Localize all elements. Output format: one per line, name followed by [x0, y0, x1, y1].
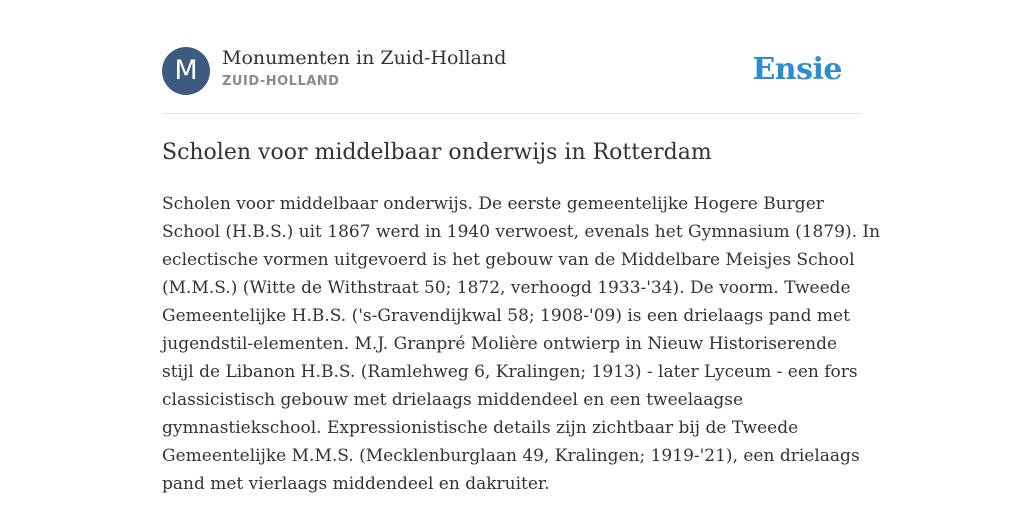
article-body — [162, 190, 881, 498]
body-line: gymnastiekschool. Expressionistische details zijn zichtbaar bij de Tweede — [162, 418, 799, 438]
body-line: Gemeentelijke M.M.S. (Mecklenburglaan 49, Kralingen; 1919-'21), een drielaags — [162, 446, 860, 466]
body-line: jugendstil-elementen. M.J. Granpré Molière ontwierp in Nieuw Historiserende — [162, 334, 838, 354]
body-line: Scholen voor middelbaar onderwijs. De eerste gemeentelijke Hogere Burger — [162, 194, 824, 214]
body-line: Gemeentelijke H.B.S. ('s-Gravendijkwal 58; 1908-'09) is een drielaags pand met — [162, 306, 850, 326]
divider — [162, 113, 862, 114]
source-header — [162, 46, 862, 96]
body-line: eclectische vormen uitgevoerd is het gebouw van de Middelbare Meisjes School — [162, 250, 855, 270]
body-line: (M.M.S.) (Witte de Withstraat 50; 1872, verhoogd 1933-'34). De voorm. Tweede — [162, 278, 851, 298]
avatar[interactable]: M — [162, 47, 210, 95]
article-title: Scholen voor middelbaar onderwijs in Rotterdam — [162, 140, 712, 165]
body-line: stijl de Libanon H.B.S. (Ramlehweg 6, Kralingen; 1913) - later Lyceum - een fors — [162, 362, 858, 382]
source-subtitle: ZUID-HOLLAND — [222, 74, 340, 89]
source-title[interactable]: Monumenten in Zuid-Holland — [222, 47, 507, 69]
body-line: classicistisch gebouw met drielaags middendeel en een tweelaagse — [162, 390, 744, 410]
body-line: pand met vierlaags middendeel en dakruiter. — [162, 474, 550, 494]
brand-logo[interactable]: Ensie — [752, 52, 842, 87]
body-line: School (H.B.S.) uit 1867 werd in 1940 verwoest, evenals het Gymnasium (1879). In — [162, 222, 881, 242]
